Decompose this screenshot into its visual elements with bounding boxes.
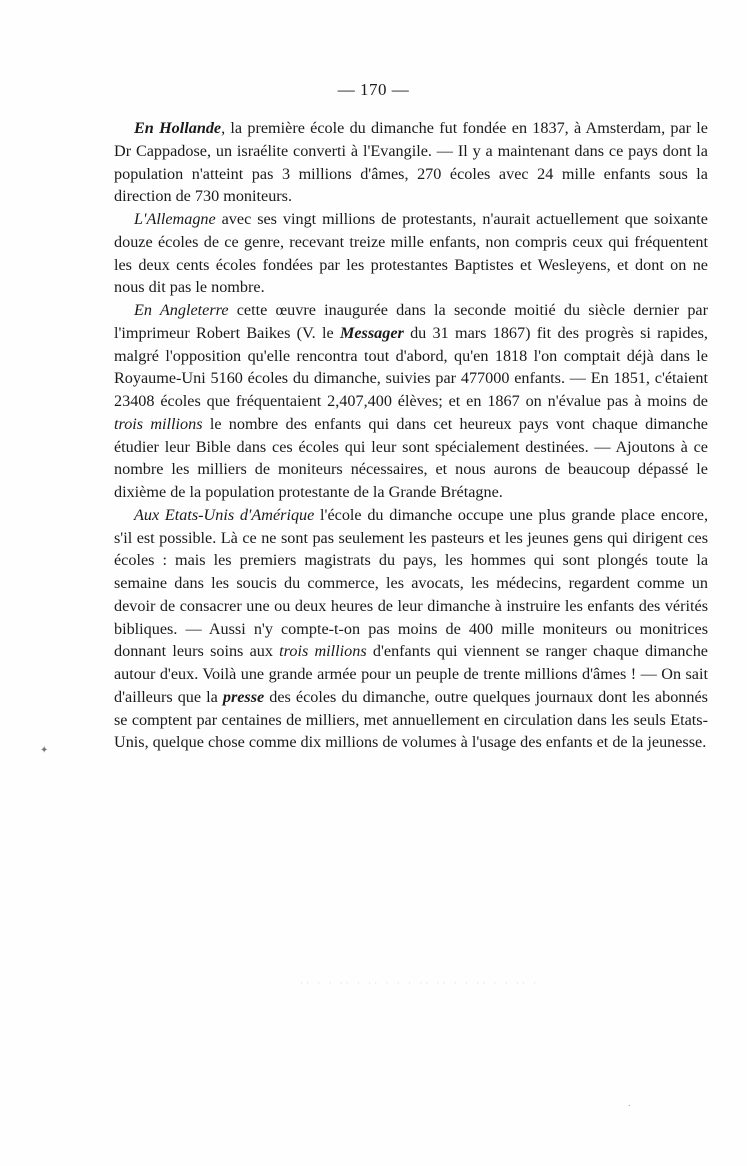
paragraph-text: avec ses vingt millions de protestants, n'aurait actuellement que soixante douze écoles de ce genre, recevant treize mille enfants, non compris ceux qui fréquentent les deux cents écoles fondées par les protestantes Baptistes et Wesleyens, et dont on ne nous dit pas le nombre. [114, 210, 708, 297]
paragraph-allemagne [114, 208, 708, 299]
paragraph-text: d'enfants qui viennent se ranger chaque dimanche autour d'eux. Voilà une grande armée pour un peuple de trente millions d'âmes ! — On sait d'ailleurs que la [114, 642, 708, 706]
paragraph-etats-unis [114, 504, 708, 754]
place-name: L'Allemagne [134, 210, 216, 228]
paragraph-text: l'école du dimanche occupe une plus grande place encore, s'il est possible. Là ce ne sont pas seulement les pasteurs et les jeunes gens qui dirigent ces écoles : mais les premiers magistrats du pays, les hommes qui sont plongés toute la semaine dans les soucis du commerce, les avocats, les médecins, regardent comme un devoir de consacrer une ou deux heures de leur dimanche à instruire les enfants des vérités bibliques. — Aussi n'y compte-t-on pas moins de 400 mille moniteurs ou monitrices donnant leurs soins aux [114, 505, 709, 661]
place-name: En Angleterre [134, 301, 229, 319]
bleed-through-texture: ·· · · ·· · ·· · · · ·· ·· · · ·· · · ·· · [300, 978, 540, 988]
paragraph-angleterre [114, 299, 708, 504]
emphasis-text: Messager [339, 323, 404, 342]
emphasis-text: trois millions [114, 414, 203, 433]
paragraph-text: des écoles du dimanche, outre quelques journaux dont les abonnés se comptent par centaines de milliers, met annuellement en circulation dans les seuls Etats-Unis, quelque chose comme dix millions de volumes à l'usage des enfants et de la jeunesse. [114, 687, 708, 752]
paragraph-hollande [114, 117, 708, 208]
place-name: En Hollande [134, 119, 222, 137]
body-text [114, 117, 708, 754]
emphasis-text: trois millions [279, 642, 367, 661]
page-number: — 170 — [337, 80, 410, 99]
margin-speck-mark: ✦ [40, 745, 49, 756]
paragraph-text: , la première école du dimanche fut fondée en 1837, à Amsterdam, par le Dr Cappadose, un israélite converti à l'Evangile. — Il y a maintenant dans ce pays dont la population n'atteint pas 3 millions d'âmes, 270 écoles avec 24 mille enfants sous la direction de 730 moniteurs. [114, 119, 708, 206]
paragraph-text: cette œuvre inaugurée dans la seconde moitié du siècle dernier par l'imprimeur Robert Baikes (V. le [114, 301, 709, 342]
paragraph-text: du 31 mars 1867) fit des progrès si rapides, malgré l'opposition qu'elle rencontra tout d'abord, qu'en 1818 l'on comptait déjà dans le Royaume-Uni 5160 écoles du dimanche, suivies par 477000 enfants. — En 1851, c'étaient 23408 écoles que fréquentaient 2,407,400 élèves; et en 1867 on n'évalue pas à moins de [114, 323, 708, 410]
place-name: Aux Etats-Unis d'Amérique [134, 505, 315, 524]
corner-speck-mark: ⸱ [628, 1101, 631, 1112]
emphasis-text: presse [222, 687, 265, 706]
paragraph-text: le nombre des enfants qui dans cet heureux pays vont chaque dimanche étudier leur Bible dans ces écoles qui leur sont spécialement destinées. — Ajoutons à ce nombre les milliers de moniteurs nécessaires, et nous aurons de beaucoup dépassé le dixième de la population protestante de la Grande Brétagne. [114, 414, 708, 501]
